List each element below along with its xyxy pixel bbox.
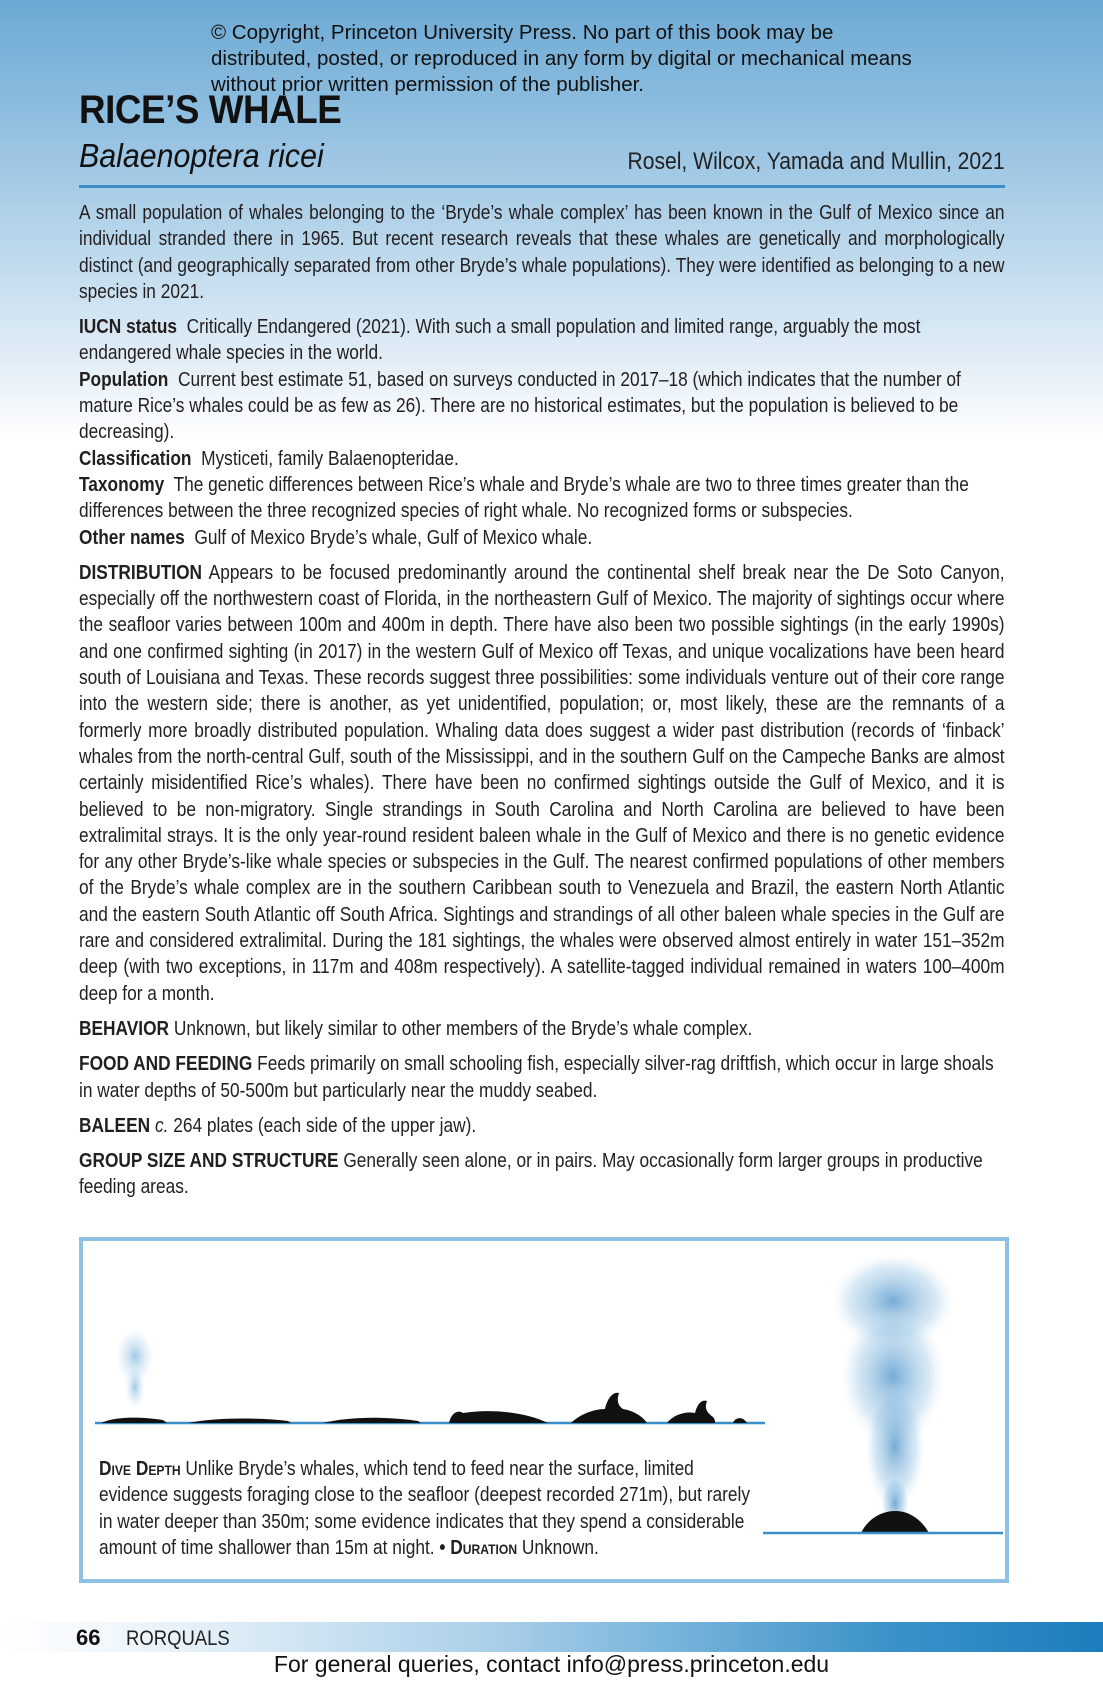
whale-diving [667,1401,715,1423]
section-group-size [79,1148,1005,1201]
fact-text: Gulf of Mexico Bryde’s whale, Gulf of Mexico whale. [194,526,593,549]
dive-depth-label: Dive Depth [99,1458,181,1480]
title-divider [79,185,1005,188]
section-distribution [79,560,1005,1007]
whale-surfacing-4 [449,1411,548,1423]
fact-label: Population [79,368,169,391]
section-label: GROUP SIZE AND STRUCTURE [79,1150,339,1173]
intro-paragraph: A small population of whales belonging to the ‘Bryde’s whale complex’ has been known in the Gulf of Mexico since an individual stranded there in 1965. But recent research reveals that these whales are genetically and morphologically distinct (and geographically separated from other Bryde’s whale populations). They were identified as belonging to a new species in 2021. [79,202,1005,303]
scientific-name: Balaenoptera ricei [79,137,324,174]
section-label: DISTRIBUTION [79,561,203,584]
fact-text: Current best estimate 51, based on surveys conducted in 2017–18 (which indicates that the number of mature Rice’s whales could be as few as 26). There are no historical estimates, but the population is believed to be decreasing). [79,368,961,444]
page-number: 66 [76,1625,101,1650]
section-text: Feeds primarily on small schooling fish, especially silver-rag driftfish, which occur in large shoals in water depths of 50-500m but particularly near the muddy seabed. [79,1053,994,1102]
duration-text: Unknown. [521,1536,599,1559]
whale-tail-stock [733,1418,747,1423]
running-section-name: RORQUALS [126,1627,230,1650]
copyright-notice: © Copyright, Princeton University Press. No part of this book may be distributed, posted, or reproduced in any form by digital or mechanical means without prior written permission of the publisher. [211,21,912,96]
whale-silhouettes [101,1393,747,1423]
contact-line: For general queries, contact info@press.princeton.edu [273,1651,830,1677]
section-label: BALEEN [79,1114,151,1137]
fact-taxonomy [79,472,1005,525]
section-baleen [79,1113,1005,1139]
whale-head-surfacing [861,1511,929,1533]
dive-sequence-panel [79,1237,1009,1583]
fact-label: Taxonomy [79,473,165,496]
whale-surfacing-2 [188,1419,291,1423]
page-title: RICE’S WHALE [79,88,342,132]
section-label: BEHAVIOR [79,1017,170,1040]
large-blow-spout [831,1253,955,1531]
species-account [79,200,1005,1201]
small-blow-spout [116,1331,154,1411]
section-label: FOOD AND FEEDING [79,1053,253,1076]
duration-label: Duration [450,1536,518,1559]
fact-population [79,367,1005,446]
fact-classification [79,446,1005,472]
bullet-separator: • [439,1536,446,1559]
fact-label: IUCN status [79,316,178,339]
species-authority: Rosel, Wilcox, Yamada and Mullin, 2021 [627,148,1005,175]
whale-surfacing-3 [323,1418,421,1423]
dive-depth-text: Unlike Bryde’s whales, which tend to feed near the surface, limited evidence suggests foraging close to the seafloor (deepest recorded 271m), but rarely in water deeper than 350m; some evidence indicates that they spend a considerable amount of time shallower than 15m at night. [99,1458,751,1559]
fact-label: Classification [79,447,192,470]
section-text: Generally seen alone, or in pairs. May occasionally form larger groups in productive feeding areas. [79,1150,983,1199]
whale-arching-back [571,1393,647,1423]
dive-depth-caption [99,1456,761,1561]
circa-prefix: c. [154,1114,169,1137]
section-text: Appears to be focused predominantly around the continental shelf break near the De Soto Canyon, especially off the northwestern coast of Florida, in the northeastern Gulf of Mexico. The majority of sightings occur where the seafloor varies between 100m and 400m in depth. There have also been two possible sightings (in the early 1990s) and one confirmed sighting (in 2017) in the western Gulf of Mexico off Texas, and unique vocalizations have been heard south of Louisiana and Texas. These records suggest three possibilities: some individuals venture out of their core range into the western side; there is another, as yet unidentified, population; or, most likely, these are the remnants of a formerly more broadly distributed population. Whaling data does suggest a wider past distribution (records of ‘finback’ whales from the north-central Gulf, south of the Mississippi, and in the southern Gulf on the Campeche Banks are almost certainly misidentified Rice’s whales). There have been no confirmed sightings outside the Gulf of Mexico, and it is believed to be non-migratory. Single strandings in South Carolina and North Carolina are believed to have been extralimital strays. It is the only year-round resident baleen whale in the Gulf of Mexico and there is no genetic evidence for any other Bryde’s-like whale species or subspecies in the Gulf. The nearest confirmed populations of other members of the Bryde’s whale complex are in the southern Caribbean south to Venezuela and Brazil, the eastern North Atlantic and the eastern South Atlantic off South Africa. Sightings and strandings of all other baleen whale species in the Gulf are rare and considered extralimital. During the 181 sightings, the whales were observed almost entirely in water 151–352m deep (with two exceptions, in 117m and 408m respectively). A satellite-tagged individual remained in waters 100–400m deep for a month. [79,561,1005,1005]
fact-text: The genetic differences between Rice’s whale and Bryde’s whale are two to three times greater than the differences between the three recognized species of right whale. No recognized forms or subspecies. [79,473,969,523]
fact-other-names [79,525,1005,551]
section-food-and-feeding [79,1051,1005,1104]
whale-surfacing-1 [101,1418,167,1423]
fact-iucn-status [79,314,1005,367]
section-text: Unknown, but likely similar to other members of the Bryde’s whale complex. [173,1017,753,1040]
fact-label: Other names [79,526,185,549]
section-text: 264 plates (each side of the upper jaw). [173,1114,477,1137]
section-behavior [79,1016,1005,1042]
fact-text: Mysticeti, family Balaenopteridae. [201,447,459,470]
fact-text: Critically Endangered (2021). With such a small population and limited range, arguably the most endangered whale species in the world. [79,316,921,365]
